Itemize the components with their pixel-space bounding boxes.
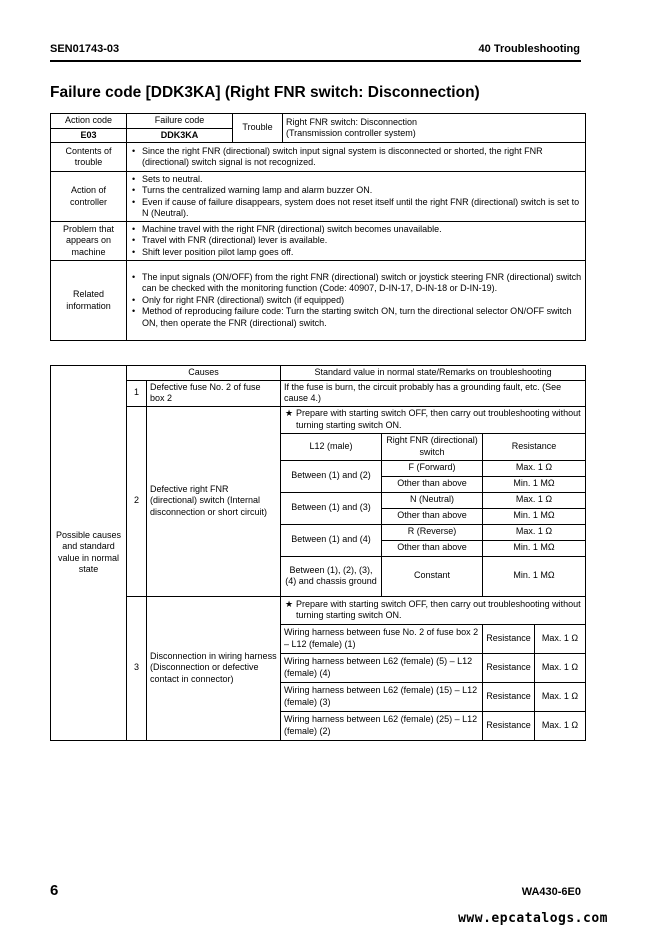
resistance-value: Max. 1 Ω bbox=[535, 653, 586, 682]
list-item: • Sets to neutral. bbox=[130, 174, 582, 186]
list-item: • Since the right FNR (directional) switch input signal system is disconnected or shorted, the right FNR (directional) switch signal is not recognized. bbox=[130, 146, 582, 169]
standard-header: Standard value in normal state/Remarks on troubleshooting bbox=[281, 366, 586, 381]
switch-position: Other than above bbox=[382, 508, 483, 524]
row-label-action: Action of controller bbox=[51, 172, 127, 222]
row-content-problem bbox=[127, 222, 586, 261]
preparation-note bbox=[281, 596, 586, 624]
list-item: • Even if cause of failure disappears, system does not reset itself until the right FNR (directional) switch is set to N (Neutral). bbox=[130, 197, 582, 220]
cause-number: 2 bbox=[127, 406, 147, 596]
header-switch: Right FNR (directional) switch bbox=[382, 433, 483, 460]
switch-position: N (Neutral) bbox=[382, 492, 483, 508]
preparation-note bbox=[281, 406, 586, 433]
row-label-problem: Problem that appears on machine bbox=[51, 222, 127, 261]
failure-code-label: Failure code bbox=[127, 114, 233, 129]
row-label-related: Related information bbox=[51, 261, 127, 341]
measure-kind: Resistance bbox=[483, 624, 535, 653]
action-code-value: E03 bbox=[51, 128, 127, 143]
between-label: Between (1) and (4) bbox=[281, 524, 382, 556]
model-number: WA430-6E0 bbox=[521, 886, 581, 898]
page-number: 6 bbox=[50, 882, 59, 899]
list-item: • The input signals (ON/OFF) from the right FNR (directional) switch or joystick steering FNR (directional) switch can be checked with the monitoring function (Code: 40907, D-IN-17, D-IN-18 or D-IN-19). bbox=[130, 272, 582, 295]
failure-code-value: DDK3KA bbox=[127, 128, 233, 143]
resistance-value: Max. 1 Ω bbox=[535, 682, 586, 711]
trouble-text bbox=[283, 114, 586, 143]
list-item: • Only for right FNR (directional) switch (if equipped) bbox=[130, 295, 582, 307]
list-item: • Turns the centralized warning lamp and alarm buzzer ON. bbox=[130, 185, 582, 197]
row-content-action bbox=[127, 172, 586, 222]
action-code-label: Action code bbox=[51, 114, 127, 129]
resistance-value: Min. 1 MΩ bbox=[483, 556, 586, 596]
measure-kind: Resistance bbox=[483, 711, 535, 740]
resistance-value: Max. 1 Ω bbox=[483, 460, 586, 476]
harness-description: Wiring harness between L62 (female) (25) – L12 (female) (2) bbox=[281, 711, 483, 740]
star-icon: ★ bbox=[285, 598, 294, 609]
doc-number: SEN01743-03 bbox=[50, 43, 120, 55]
row-content-related bbox=[127, 261, 586, 341]
header-resistance: Resistance bbox=[483, 433, 586, 460]
resistance-value: Min. 1 MΩ bbox=[483, 476, 586, 492]
between-label: Between (1) and (2) bbox=[281, 460, 382, 492]
list-item: • Machine travel with the right FNR (directional) switch becomes unavailable. bbox=[130, 224, 582, 236]
cause-remark: If the fuse is burn, the circuit probably has a grounding fault, etc. (See cause 4.) bbox=[281, 380, 586, 406]
cause-name: Disconnection in wiring harness (Disconnection or defective contact in connector) bbox=[147, 596, 281, 740]
measure-kind: Resistance bbox=[483, 653, 535, 682]
list-item: • Shift lever position pilot lamp goes off. bbox=[130, 247, 582, 259]
causes-header: Causes bbox=[127, 366, 281, 381]
resistance-value: Min. 1 MΩ bbox=[483, 508, 586, 524]
harness-description: Wiring harness between fuse No. 2 of fuse box 2 – L12 (female) (1) bbox=[281, 624, 483, 653]
trouble-label: Trouble bbox=[233, 114, 283, 143]
failure-info-table bbox=[50, 113, 586, 341]
resistance-value: Min. 1 MΩ bbox=[483, 540, 586, 556]
switch-position: R (Reverse) bbox=[382, 524, 483, 540]
row-label-contents: Contents of trouble bbox=[51, 143, 127, 172]
cause-name: Defective fuse No. 2 of fuse box 2 bbox=[147, 380, 281, 406]
preparation-text: Prepare with starting switch OFF, then carry out troubleshooting without turning starting switch ON. bbox=[296, 408, 581, 430]
list-item: • Travel with FNR (directional) lever is available. bbox=[130, 235, 582, 247]
switch-position: Constant bbox=[382, 556, 483, 596]
header-l12: L12 (male) bbox=[281, 433, 382, 460]
section-title: 40 Troubleshooting bbox=[478, 43, 580, 55]
list-item: • Method of reproducing failure code: Turn the starting switch ON, turn the directional selector ON/OFF switch ON, then operate the FNR (directional) switch. bbox=[130, 306, 582, 329]
row-content-contents bbox=[127, 143, 586, 172]
harness-description: Wiring harness between L62 (female) (15) – L12 (female) (3) bbox=[281, 682, 483, 711]
between-label: Between (1) and (3) bbox=[281, 492, 382, 524]
resistance-value: Max. 1 Ω bbox=[483, 492, 586, 508]
cause-name: Defective right FNR (directional) switch (Internal disconnection or short circuit) bbox=[147, 406, 281, 596]
causes-table bbox=[50, 365, 586, 741]
resistance-value: Max. 1 Ω bbox=[483, 524, 586, 540]
resistance-value: Max. 1 Ω bbox=[535, 624, 586, 653]
cause-number: 1 bbox=[127, 380, 147, 406]
possible-causes-label: Possible causes and standard value in normal state bbox=[51, 366, 127, 741]
preparation-text: Prepare with starting switch OFF, then carry out troubleshooting without turning starting switch ON. bbox=[296, 598, 581, 620]
cause-number: 3 bbox=[127, 596, 147, 740]
harness-description: Wiring harness between L62 (female) (5) – L12 (female) (4) bbox=[281, 653, 483, 682]
trouble-text-line1: Right FNR switch: Disconnection bbox=[286, 116, 418, 127]
page-title: Failure code [DDK3KA] (Right FNR switch: Disconnection) bbox=[50, 84, 480, 101]
switch-position: F (Forward) bbox=[382, 460, 483, 476]
measure-kind: Resistance bbox=[483, 682, 535, 711]
between-label: Between (1), (2), (3), (4) and chassis ground bbox=[281, 556, 382, 596]
header-rule bbox=[50, 60, 581, 62]
watermark-link[interactable]: www.epcatalogs.com bbox=[458, 911, 608, 926]
switch-position: Other than above bbox=[382, 476, 483, 492]
switch-position: Other than above bbox=[382, 540, 483, 556]
star-icon: ★ bbox=[285, 408, 294, 418]
trouble-text-line2: (Transmission controller system) bbox=[286, 128, 416, 138]
resistance-value: Max. 1 Ω bbox=[535, 711, 586, 740]
